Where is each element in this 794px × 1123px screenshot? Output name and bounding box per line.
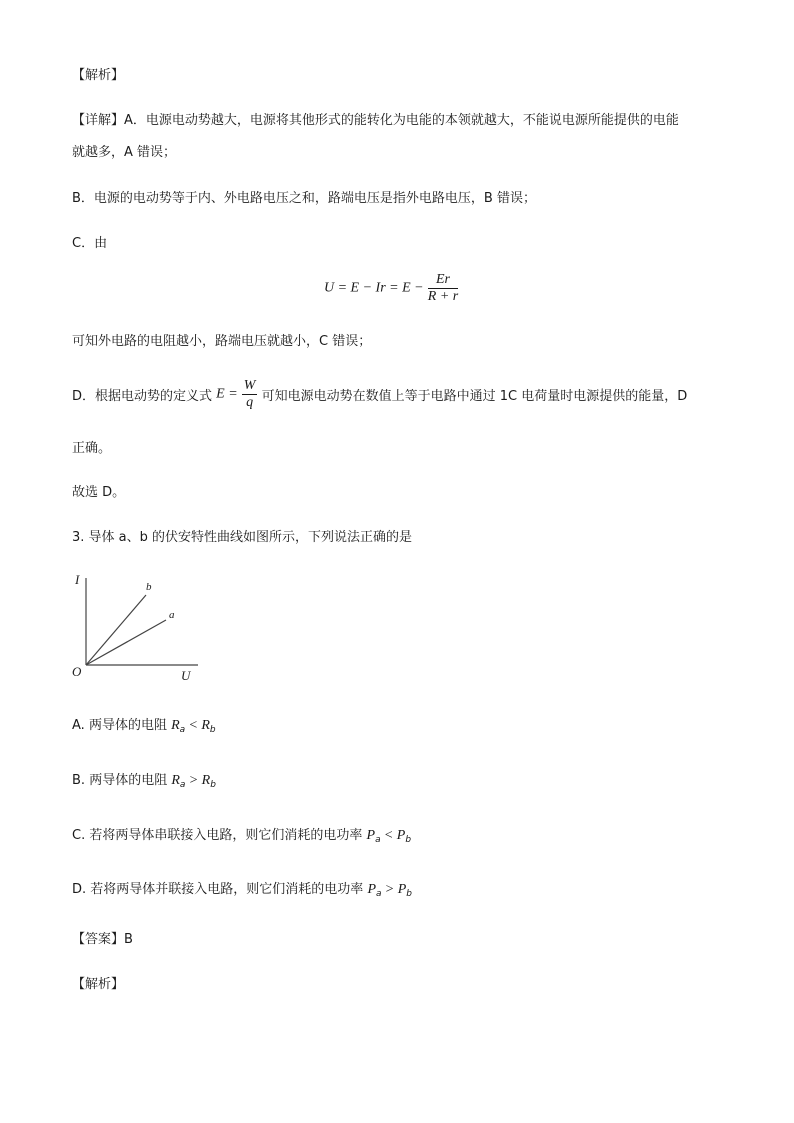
formula-c-fraction [428,272,458,305]
option-b-sub2: b [210,780,216,790]
item-d-suffix: 可知电源电动势在数值上等于电路中通过 1C 电荷量时电源提供的能量，D [261,389,688,404]
line-b-label: b [146,581,152,593]
answer-value: B [124,932,133,947]
item-b-text: B．电源的电动势等于内、外电路电压之和，路端电压是指外电路电压，B 错误； [72,191,536,206]
option-d-sub2: b [406,889,412,899]
option-a-sub2: b [209,725,216,735]
option-c-text: 若将两导体串联接入电路，则它们消耗的电功率 [89,828,363,843]
option-b-op: > [189,773,198,788]
line-b [86,595,146,665]
option-a-var2: R [201,718,210,733]
item-d-line-2: 正确。 [72,441,112,456]
option-c-var2: P [396,828,406,843]
iv-graph [68,570,208,685]
formula-c-numerator: Er [428,272,458,289]
option-b [72,772,216,794]
formula-c [324,272,458,305]
option-b-text: 两导体的电阻 [89,773,168,788]
option-a-label: A. [72,718,85,733]
option-c-op: < [384,828,393,843]
item-d-numerator: W [243,378,256,393]
detail-text-1: A．电源电动势越大，电源将其他形式的能转化为电能的本领就越大，不能说电源所能提供的电能 [124,113,679,128]
option-c-sub2: b [405,835,412,845]
option-c-label: C. [72,828,86,843]
answer-line [72,931,133,949]
item-d-denominator: q [246,395,254,410]
question-3 [72,529,412,547]
option-a-op: < [189,718,198,733]
option-d-text: 若将两导体并联接入电路，则它们消耗的电功率 [90,882,364,897]
option-d-op: > [385,882,394,897]
item-d-line-1 [72,378,687,422]
line-a [86,620,166,665]
analysis-heading: 【解析】 [72,68,125,83]
option-b-var1: R [171,773,180,788]
option-c-sub1: a [375,835,381,845]
choice-line: 故选 D。 [72,485,126,500]
option-c-var1: P [366,828,376,843]
option-c [72,827,411,849]
option-a-var1: R [171,718,180,733]
option-d-var2: P [397,882,407,897]
option-d-label: D. [72,882,87,897]
analysis-heading-2: 【解析】 [72,977,125,992]
item-c-text: C．由 [72,236,108,251]
answer-tag: 【答案】 [72,932,125,947]
option-d [72,881,412,903]
detail-line-1 [72,112,679,130]
detail-line-2: 就越多，A 错误； [72,145,177,160]
option-d-var1: P [367,882,377,897]
option-b-var2: R [201,773,211,788]
option-d-sub1: a [376,889,382,899]
item-c-conclusion: 可知外电路的电阻越小，路端电压就越小，C 错误； [72,334,372,349]
y-axis-label: I [75,572,80,587]
option-a [72,717,216,739]
option-b-label: B. [72,773,86,788]
question-text: 导体 a、b 的伏安特性曲线如图所示，下列说法正确的是 [88,530,413,545]
origin-label: O [72,664,82,679]
item-d-prefix: D．根据电动势的定义式 [72,389,213,404]
formula-c-denominator: R + r [427,289,459,304]
option-b-sub1: a [179,780,186,790]
line-a-label: a [169,609,175,621]
option-a-text: 两导体的电阻 [88,718,167,733]
item-d-eq: E = [216,386,238,402]
item-d-fraction [242,378,258,411]
option-a-sub1: a [179,725,186,735]
detail-tag: 【详解】 [72,113,125,128]
x-axis-label: U [181,668,191,683]
formula-c-left: U = E − Ir = E − [324,280,424,296]
question-number: 3. [72,530,85,545]
